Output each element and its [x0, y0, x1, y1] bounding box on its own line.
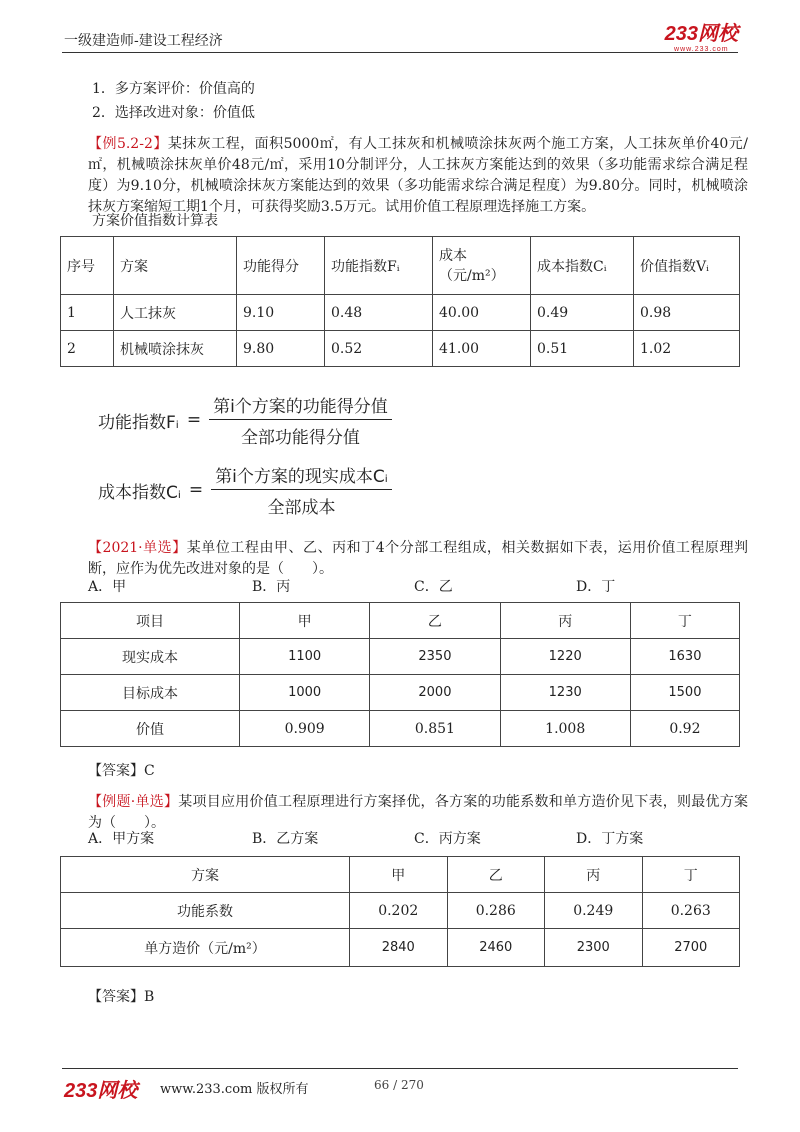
- option-c: C．乙: [414, 579, 453, 595]
- table-cell: 2300: [545, 929, 643, 967]
- logo-subtext: www.233.com: [674, 46, 729, 53]
- header-cell: 项目: [61, 603, 240, 639]
- question-2021-body: 某单位工程由甲、乙、丙和丁4个分部工程组成，相关数据如下表，运用价值工程原理判断，应作为优先改进对象的是（ ）。: [88, 540, 748, 577]
- table-cell: 0.909: [240, 711, 370, 747]
- header-cell: 价值指数Vᵢ: [634, 237, 740, 295]
- answer-value: C: [144, 763, 155, 779]
- table-cell: 单方造价（元/m²）: [61, 929, 350, 967]
- table-cell: 机械喷涂抹灰: [114, 331, 237, 367]
- table-cell: 1100: [240, 639, 370, 675]
- table-row: [61, 295, 740, 331]
- formula-lhs: 成本指数Cᵢ: [98, 482, 181, 503]
- table-cell: 1000: [240, 675, 370, 711]
- formula-lhs: 功能指数Fᵢ: [98, 412, 179, 433]
- header-cell: 乙: [370, 603, 500, 639]
- table-cell: 功能系数: [61, 893, 350, 929]
- table-cell: 1630: [630, 639, 739, 675]
- table-cell: 41.00: [433, 331, 531, 367]
- footer-divider: [62, 1068, 738, 1069]
- table-cell: 2: [61, 331, 114, 367]
- table-cell: 2840: [350, 929, 448, 967]
- table-cell: 0.263: [642, 893, 740, 929]
- option-d: D．丁: [576, 579, 616, 595]
- formula-denominator: 全部成本: [267, 498, 336, 518]
- table-cell: 0.92: [630, 711, 739, 747]
- answer-value: B: [144, 989, 155, 1005]
- table-cell: 价值: [61, 711, 240, 747]
- example-question-body: 某项目应用价值工程原理进行方案择优，各方案的功能系数和单方造价见下表，则最优方案为（ ）。: [88, 794, 749, 831]
- header-cell: 功能指数Fᵢ: [325, 237, 433, 295]
- table-cell: 人工抹灰: [114, 295, 237, 331]
- footer-logo: 233网校: [64, 1080, 138, 1102]
- table-row: [61, 331, 740, 367]
- example-1-body: 某抹灰工程，面积5000㎡，有人工抹灰和机械喷涂抹灰两个施工方案，人工抹灰单价40元/㎡，机械喷涂抹灰单价48元/㎡，采用10分制评分，人工抹灰方案能达到的效果（多功能需求综合满足程度）为9.10分，机械喷涂抹灰方案能达到的效果（多功能需求综合满足程度）为9.80分。同时，机械喷涂抹灰方案缩短工期1个月，可获得奖励3.5万元。试用价值工程原理选择施工方案。: [88, 136, 748, 215]
- table-cell: 2350: [370, 639, 500, 675]
- table-cell: 0.98: [634, 295, 740, 331]
- value-index-table: [60, 236, 740, 367]
- table-cell: 1: [61, 295, 114, 331]
- table-row: [61, 711, 740, 747]
- header-cell: 丙: [500, 603, 630, 639]
- header-cell: 丁: [642, 857, 740, 893]
- table-cell: 40.00: [433, 295, 531, 331]
- table-cell: 2000: [370, 675, 500, 711]
- cost-value-table: [60, 602, 740, 747]
- table-header-row: [61, 603, 740, 639]
- table-cell: 2460: [447, 929, 545, 967]
- header-cell: 丁: [630, 603, 739, 639]
- header-cell: 乙: [447, 857, 545, 893]
- formula-equals: =: [186, 410, 202, 430]
- table-row: [61, 639, 740, 675]
- footer-copyright: www.233.com 版权所有: [160, 1082, 309, 1097]
- header-cell: 丙: [545, 857, 643, 893]
- example-1-text: [88, 134, 748, 218]
- table-caption: 方案价值指数计算表: [92, 213, 218, 229]
- header-cell: 序号: [61, 237, 114, 295]
- table-cell: 现实成本: [61, 639, 240, 675]
- table-cell: 0.851: [370, 711, 500, 747]
- answer-label: 【答案】: [88, 763, 144, 779]
- option-d: D．丁方案: [576, 831, 644, 847]
- table-row: [61, 893, 740, 929]
- table-cell: 0.52: [325, 331, 433, 367]
- table-header-row: [61, 237, 740, 295]
- table-cell: 9.10: [237, 295, 325, 331]
- table-cell: 1.008: [500, 711, 630, 747]
- header-divider: [62, 52, 738, 53]
- table-cell: 0.51: [531, 331, 634, 367]
- table-row: [61, 929, 740, 967]
- formula-fraction: [211, 462, 392, 518]
- scheme-table: [60, 856, 740, 967]
- formula-fraction: [209, 392, 392, 448]
- table-row: [61, 675, 740, 711]
- table-header-row: [61, 857, 740, 893]
- question-2021-tag: 【2021·单选】: [88, 540, 187, 556]
- table-cell: 9.80: [237, 331, 325, 367]
- logo-text: 233网校: [664, 23, 738, 45]
- option-c: C．丙方案: [414, 831, 481, 847]
- table-cell: 目标成本: [61, 675, 240, 711]
- intro-item-2: 2．选择改进对象：价值低: [92, 105, 255, 121]
- answer-label: 【答案】: [88, 989, 144, 1005]
- table-cell: 0.48: [325, 295, 433, 331]
- header-cell: 甲: [240, 603, 370, 639]
- table-cell: 1230: [500, 675, 630, 711]
- formula-denominator: 全部功能得分值: [240, 428, 360, 448]
- example-question-tag: 【例题·单选】: [88, 794, 179, 810]
- table-cell: 1500: [630, 675, 739, 711]
- example-1-tag: 【例5.2-2】: [88, 136, 168, 152]
- option-b: B．乙方案: [252, 831, 319, 847]
- option-a: A．甲: [88, 579, 127, 595]
- formula-numerator: 第i个方案的功能得分值: [209, 392, 392, 420]
- table-cell: 2700: [642, 929, 740, 967]
- header-cell: 成本 （元/m²）: [433, 237, 531, 295]
- question-2021-text: [88, 538, 748, 580]
- header-cell: 方案: [61, 857, 350, 893]
- header-cell: 功能得分: [237, 237, 325, 295]
- formula-numerator: 第i个方案的现实成本Cᵢ: [211, 462, 392, 490]
- header-cell: 方案: [114, 237, 237, 295]
- function-index-formula: [98, 392, 392, 448]
- header-cell: 成本指数Cᵢ: [531, 237, 634, 295]
- formula-equals: =: [188, 480, 204, 500]
- header-title: 一级建造师-建设工程经济: [64, 33, 223, 49]
- table-cell: 0.286: [447, 893, 545, 929]
- intro-item-1: 1．多方案评价：价值高的: [92, 81, 255, 97]
- table-cell: 1220: [500, 639, 630, 675]
- header-cell: 甲: [350, 857, 448, 893]
- answer-2021: [88, 760, 155, 780]
- table-cell: 0.249: [545, 893, 643, 929]
- page-number: 66 / 270: [374, 1078, 424, 1092]
- table-cell: 0.202: [350, 893, 448, 929]
- cost-index-formula: [98, 462, 392, 518]
- option-a: A．甲方案: [88, 831, 155, 847]
- option-b: B．丙: [252, 579, 291, 595]
- answer-example: [88, 986, 154, 1006]
- brand-logo: [665, 24, 738, 53]
- table-cell: 1.02: [634, 331, 740, 367]
- table-cell: 0.49: [531, 295, 634, 331]
